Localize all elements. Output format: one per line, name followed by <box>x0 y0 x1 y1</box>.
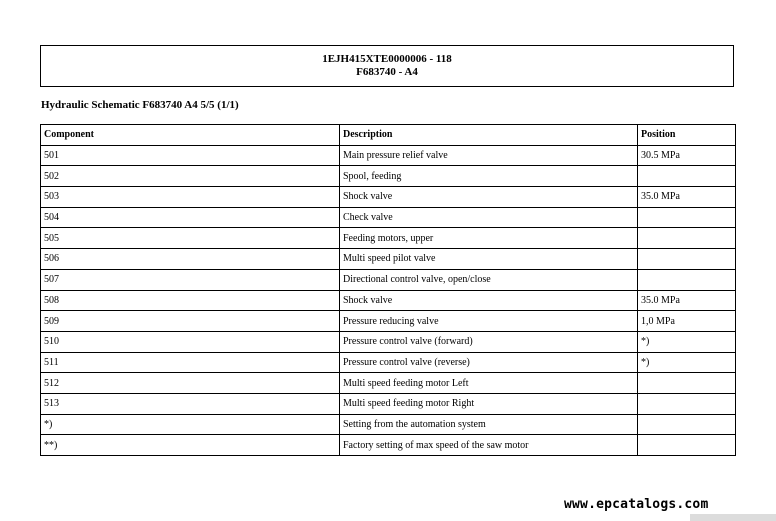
cell-description: Main pressure relief valve <box>340 145 638 166</box>
watermark: www.epcatalogs.com <box>564 497 709 512</box>
cell-description: Factory setting of max speed of the saw motor <box>340 435 638 456</box>
page-title: Hydraulic Schematic F683740 A4 5/5 (1/1) <box>41 99 239 111</box>
cell-description: Feeding motors, upper <box>340 228 638 249</box>
column-header-component: Component <box>41 125 340 146</box>
components-table <box>40 124 736 456</box>
cell-component: 506 <box>41 249 340 270</box>
cell-position <box>638 373 736 394</box>
document-header <box>40 45 734 87</box>
table-row <box>41 228 736 249</box>
table-row <box>41 145 736 166</box>
cell-component: 505 <box>41 228 340 249</box>
cell-description: Shock valve <box>340 187 638 208</box>
table-row <box>41 393 736 414</box>
table-row <box>41 290 736 311</box>
cell-component: 511 <box>41 352 340 373</box>
column-header-position: Position <box>638 125 736 146</box>
cell-component: 512 <box>41 373 340 394</box>
table-row <box>41 414 736 435</box>
table-row <box>41 352 736 373</box>
cell-description: Multi speed feeding motor Left <box>340 373 638 394</box>
watermark-underline <box>690 514 776 521</box>
cell-description: Pressure control valve (reverse) <box>340 352 638 373</box>
cell-description: Multi speed pilot valve <box>340 249 638 270</box>
table-row <box>41 166 736 187</box>
cell-component: 507 <box>41 269 340 290</box>
cell-position <box>638 414 736 435</box>
cell-component: 509 <box>41 311 340 332</box>
cell-component: 502 <box>41 166 340 187</box>
cell-description: Spool, feeding <box>340 166 638 187</box>
cell-position <box>638 166 736 187</box>
cell-description: Multi speed feeding motor Right <box>340 393 638 414</box>
cell-component: 501 <box>41 145 340 166</box>
table-row <box>41 187 736 208</box>
cell-component: 503 <box>41 187 340 208</box>
cell-description: Setting from the automation system <box>340 414 638 435</box>
cell-position <box>638 228 736 249</box>
cell-position <box>638 269 736 290</box>
table-row <box>41 311 736 332</box>
cell-position: 30.5 MPa <box>638 145 736 166</box>
table-row <box>41 331 736 352</box>
table-row <box>41 207 736 228</box>
cell-position <box>638 393 736 414</box>
cell-component: 510 <box>41 331 340 352</box>
table-row <box>41 249 736 270</box>
column-header-description: Description <box>340 125 638 146</box>
cell-position <box>638 435 736 456</box>
cell-position <box>638 207 736 228</box>
header-line-1: 1EJH415XTE0000006 - 118 <box>322 53 452 65</box>
cell-position: *) <box>638 352 736 373</box>
cell-position: 1,0 MPa <box>638 311 736 332</box>
table-row <box>41 435 736 456</box>
cell-description: Pressure reducing valve <box>340 311 638 332</box>
table-row <box>41 373 736 394</box>
header-line-2: F683740 - A4 <box>356 66 418 78</box>
cell-component: **) <box>41 435 340 456</box>
cell-position <box>638 249 736 270</box>
cell-component: 513 <box>41 393 340 414</box>
cell-component: 508 <box>41 290 340 311</box>
cell-description: Shock valve <box>340 290 638 311</box>
cell-component: 504 <box>41 207 340 228</box>
cell-description: Check valve <box>340 207 638 228</box>
cell-description: Pressure control valve (forward) <box>340 331 638 352</box>
cell-position: 35.0 MPa <box>638 187 736 208</box>
cell-component: *) <box>41 414 340 435</box>
cell-position: *) <box>638 331 736 352</box>
cell-description: Directional control valve, open/close <box>340 269 638 290</box>
cell-position: 35.0 MPa <box>638 290 736 311</box>
table-header-row <box>41 125 736 146</box>
table-row <box>41 269 736 290</box>
